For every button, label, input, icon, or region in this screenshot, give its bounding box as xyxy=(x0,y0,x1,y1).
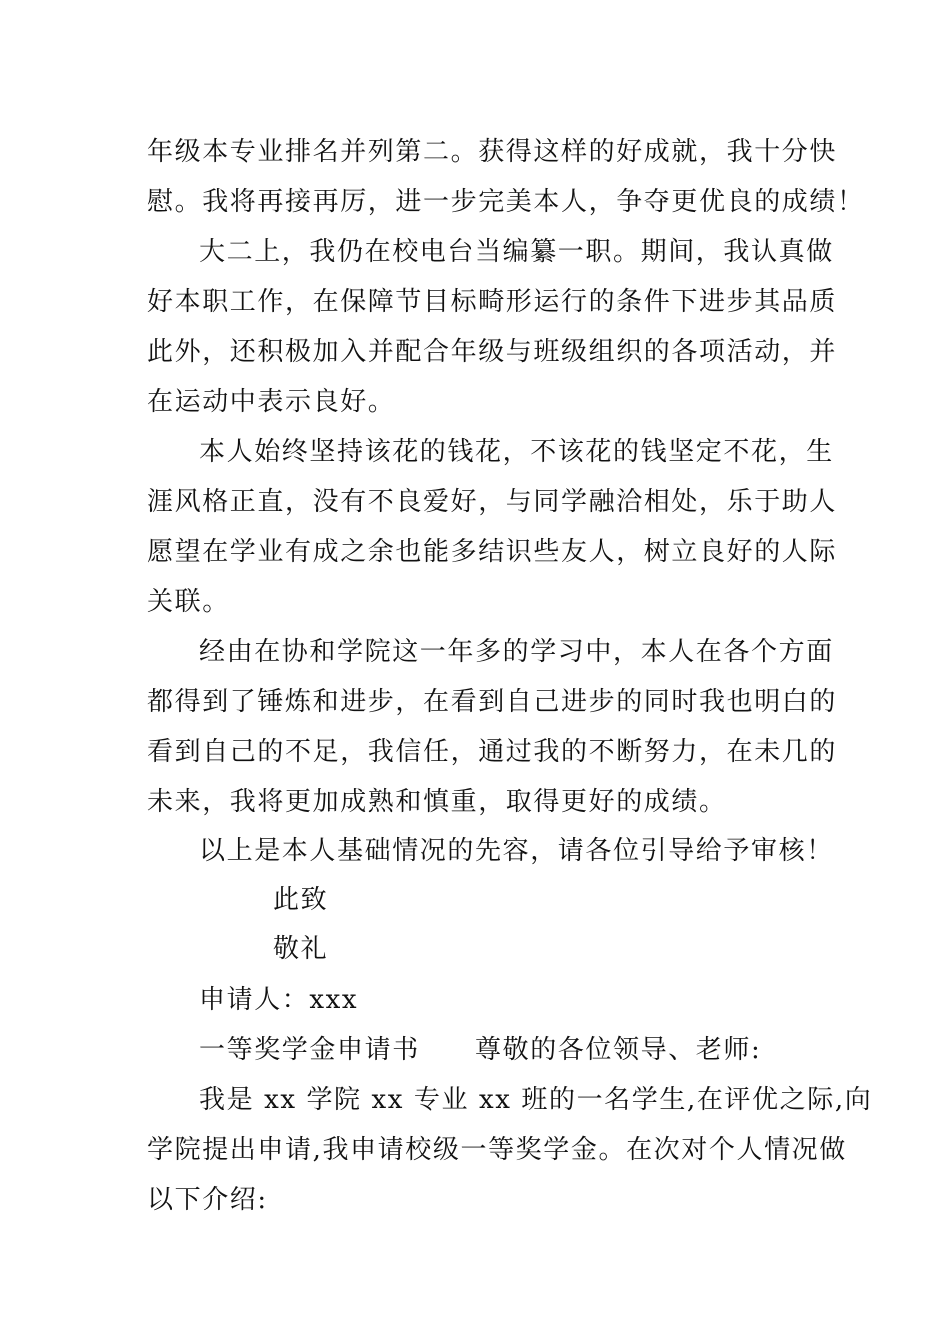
text-line: 好本职工作，在保障节目标畸形运行的条件下进步其品质 xyxy=(147,287,838,317)
text-line: 此外，还积极加入并配合年级与班级组织的各项活动，并 xyxy=(147,337,838,367)
text-line: 涯风格正直，没有不良爱好，与同学融洽相处，乐于助人 xyxy=(147,487,838,517)
paragraph-start-line: 本人始终坚持该花的钱花，不该花的钱坚定不花，生 xyxy=(199,437,834,467)
text-line: 都得到了锤炼和进步，在看到自己进步的同时我也明白的 xyxy=(147,687,838,717)
paragraph-start-line: 我是 xx 学院 xx 专业 xx 班的一名学生,在评优之际,向 xyxy=(199,1085,873,1115)
applicant-signature: 申请人：xxx xyxy=(199,985,359,1015)
closing-salutation: 此致 xyxy=(273,885,329,915)
text-line: 愿望在学业有成之余也能多结识些友人，树立良好的人际 xyxy=(147,537,838,567)
paragraph-start-line: 经由在协和学院这一年多的学习中，本人在各个方面 xyxy=(199,637,834,667)
text-line: 看到自己的不足，我信任，通过我的不断努力，在未几的 xyxy=(147,737,838,767)
paragraph-start-line: 以上是本人基础情况的先容，请各位引导给予审核！ xyxy=(199,836,834,866)
text-line: 慰。我将再接再厉，进一步完美本人，争夺更优良的成绩！ xyxy=(147,187,865,217)
text-line: 年级本专业排名并列第二。获得这样的好成就，我十分快 xyxy=(147,137,838,167)
text-line: 以下介绍: xyxy=(147,1185,268,1215)
section-heading: 一等奖学金申请书 尊敬的各位领导、老师: xyxy=(199,1035,762,1065)
text-line: 在运动中表示良好。 xyxy=(147,387,396,417)
paragraph-start-line: 大二上，我仍在校电台当编纂一职。期间，我认真做 xyxy=(199,237,834,267)
text-line: 未来，我将更加成熟和慎重，取得更好的成绩。 xyxy=(147,787,727,817)
text-line: 关联。 xyxy=(147,587,230,617)
closing-regards: 敬礼 xyxy=(273,934,329,964)
text-line: 学院提出申请,我申请校级一等奖学金。在次对个人情况做 xyxy=(147,1135,847,1165)
